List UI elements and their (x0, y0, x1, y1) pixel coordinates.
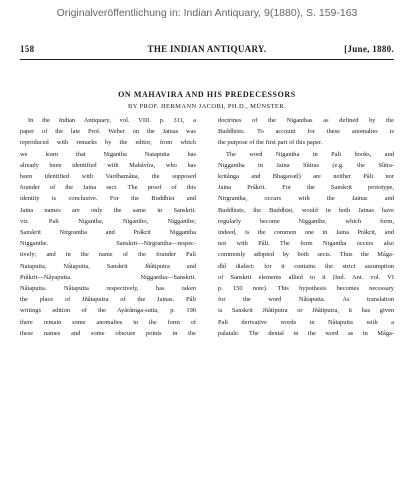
text-line: for the word Nâtaputta. As translation (218, 296, 394, 304)
text-line: Jaina names are only the same in Sanskrit. (20, 206, 196, 214)
text-line: Buddhists, the Buddhist, would in both Jainas have (218, 206, 394, 214)
source-watermark: Originalveröffentlichung in: Indian Antiquary, 9(1880), S. 159-163 (56, 7, 358, 19)
text-line: doctrines of the Niganthas as defined by the (218, 117, 394, 124)
text-line: Niggantha in Jaina Sûtras (e.g. the Sûtra- (218, 161, 394, 169)
text-line: reproduced with remarks by the editor, from which (20, 139, 196, 147)
text-line: writings edition of the Ayârâmga-sutta, p. 190 (20, 307, 196, 315)
text-line: been identified with Vardhamâna, the supposed (20, 173, 196, 181)
text-line: indeed, is the common one in Jaina Prâkrit, and (218, 229, 394, 237)
text-line: Nataputta, Nâtaputta, Sanskrit Jñâtiputra and (20, 262, 196, 270)
text-line: palatale. The dental in the word as in Mâga- (218, 329, 394, 337)
text-line: kritânga and Bhagavatî) are neither Pâli nor (218, 173, 394, 181)
left-text-column (20, 115, 196, 339)
text-line: these names and some obscure points in the (20, 329, 196, 337)
article-byline: BY PROF. HERMANN JACOBI, PH.D., MÜNSTER. (127, 103, 287, 110)
right-text-column (218, 115, 394, 339)
text-line: tively; and in the name of the founder Pali (20, 251, 196, 259)
text-line: the place of Jñâtaputra of the Jainas. Pâli (20, 296, 196, 304)
issue-date: [June, 1880. (344, 44, 394, 54)
page-number: 158 (20, 44, 35, 54)
text-line: Sanskrit Nirgrantha and Prâkrit Niggantha (20, 229, 196, 237)
text-line: dhî dialect: for it contains the strict assumption (218, 262, 394, 270)
article-title: ON MAHAVIRA AND HIS PREDECESSORS (118, 90, 296, 99)
text-line: Buddhists. To account for these anomalies is (218, 128, 394, 136)
text-line: regularly become Nigganthe, which form, (218, 217, 394, 225)
text-line: viz. Pali Nigantha, Nigantho, Nigganthe; (20, 217, 196, 225)
text-line: p. 150 note). This hypothesis becomes necessary (218, 285, 394, 293)
text-line: not with Pâli. The form Nigantha occurs also (218, 240, 394, 248)
header-rule (20, 59, 394, 60)
text-line: identity is conclusive. For the Buddhist and (20, 195, 196, 203)
text-line: In the Indian Antiquary, vol. VIII. p. 311, a (28, 117, 196, 124)
text-line: Nâtaputta. Nâtaputta respectively, has taken (20, 285, 196, 293)
page-header (20, 44, 394, 58)
text-line: The word Nigantha in Pali books, and (226, 150, 394, 158)
journal-title: THE INDIAN ANTIQUARY. (147, 44, 267, 54)
text-line: already been identified with Mahâvîra, who has (20, 161, 196, 169)
text-line: paper of the late Prof. Weber on the Jainas was (20, 128, 196, 136)
text-line: Nirgrantha, occurs with the Jainas and (218, 195, 394, 203)
text-line: Nigganthe. Sanskrit—Nirgrantha—respec- (20, 240, 196, 248)
text-line: commonly adopted by both sects. Thus the Mâga- (218, 251, 394, 259)
text-line: founder of the Jaina sect. The proof of this (20, 184, 196, 192)
text-line: there remain some anomalies in the form of (20, 318, 196, 326)
text-line: Jaina Prâkrit. For the Sanskrit prototype, (218, 184, 394, 192)
text-line: the purpose of the first part of this paper. (218, 139, 323, 147)
text-line: Pali derivative words in Nâtaputta with a (218, 318, 394, 326)
text-line: of Sanskrit elements allied to it (Ind. Ant. vol. VI (218, 273, 394, 281)
text-line: Prâkrit—Nâyaputta. Niggantha—Sanskrit. (20, 273, 196, 281)
text-line: is Sanskrit Jñâtiputra or Jñâtiputra, it has given (218, 307, 394, 315)
text-line: we learn that Nigantha Nataputta has (20, 150, 196, 158)
